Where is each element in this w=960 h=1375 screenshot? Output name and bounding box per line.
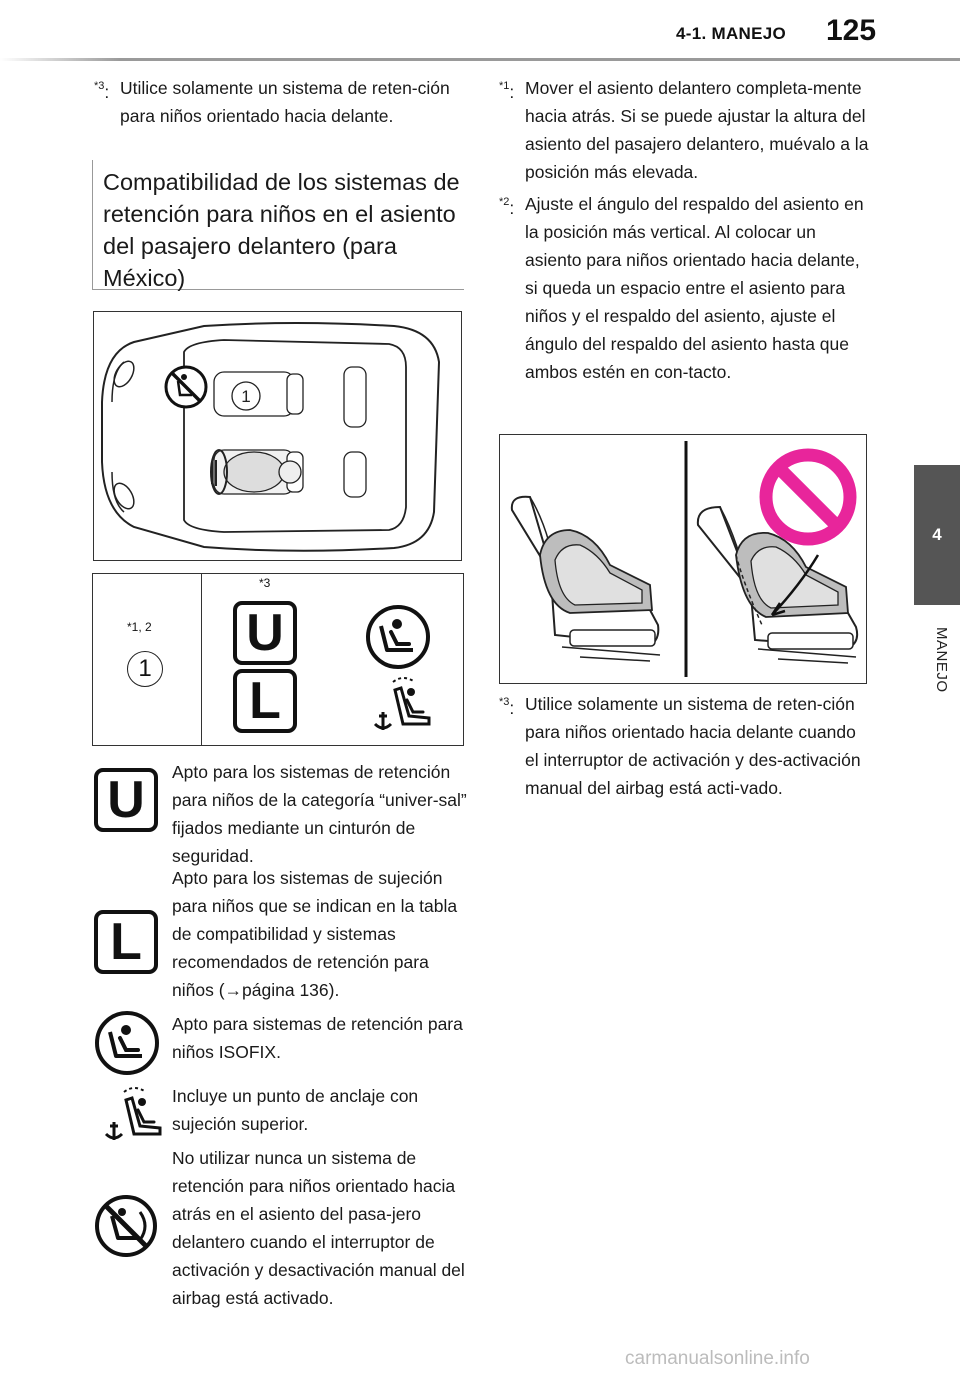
right-note-2-text: Ajuste el ángulo del respaldo del asiento en la posición más vertical. Al colocar un asiento para niños orientado hacia delante, si queda un espacio entre el asiento para niños y el respaldo del asiento, ajuste el ángulo del respaldo del asiento hasta que ambos estén en con-tacto. <box>525 194 864 382</box>
prohibition-icon <box>766 455 850 539</box>
seat-angle-figure <box>499 434 867 684</box>
table-u-icon: U <box>233 601 297 665</box>
legend-top-tether-text: Incluye un punto de anclaje con sujeción superior. <box>172 1086 419 1134</box>
legend-no-rear-facing <box>94 1144 464 1314</box>
legend-l-text: Apto para los sistemas de sujeción para niños que se indican en la tabla de compatibilidad y sistemas recomendados de retención para niños (→página 136). <box>172 868 458 1000</box>
table-top-tether-icon <box>363 672 435 734</box>
chapter-label: MANEJO <box>933 627 950 693</box>
right-note-3-text: Utilice solamente un sistema de reten-ción para niños orientado hacia delante cuando el interruptor de activación y des-activación manual del airbag está acti-vado. <box>525 694 861 798</box>
legend-isofix <box>94 1010 464 1080</box>
section-heading: Compatibilidad de los sistemas de retención para niños en el asiento del pasajero delantero (para México) <box>103 169 460 291</box>
page-number: 125 <box>826 14 877 47</box>
left-note-3-text: Utilice solamente un sistema de reten-ción para niños orientado hacia delante. <box>120 78 450 126</box>
right-note-2: $^{*2}$: Ajuste el ángulo del respaldo del asiento en la posición más vertical. Al colocar un asiento para niños orientado hacia delante, si queda un espacio entre el asiento para niños y el respaldo del asiento, ajuste el ángulo del respaldo del asiento hasta que ambos estén en con-tacto. <box>499 190 869 386</box>
no-rear-facing-icon-small <box>166 367 206 407</box>
seat-badge: 1 <box>241 387 251 406</box>
table-left-mark: *1, 2 <box>127 620 152 634</box>
table-divider <box>201 574 202 745</box>
chapter-number: 4 <box>932 525 942 544</box>
right-note-3: $^{*3}$: Utilice solamente un sistema de reten-ción para niños orientado hacia delante cuando el interruptor de activación y des-activación manual del airbag está acti-vado. <box>499 690 869 802</box>
top-tether-anchor-icon <box>94 1082 166 1144</box>
l-icon: L <box>94 910 158 974</box>
car-topview-figure <box>93 311 462 561</box>
compatibility-table <box>92 573 464 746</box>
right-note-1-text: Mover el asiento delantero completa-mente hacia atrás. Si se puede ajustar la altura del asiento del pasajero delantero, muévalo a la posición más elevada. <box>525 78 869 182</box>
section-title: 4-1. MANEJO <box>676 24 787 43</box>
chapter-tab[interactable] <box>914 465 960 605</box>
u-icon: U <box>94 768 158 832</box>
legend-no-rear-facing-text: No utilizar nunca un sistema de retención para niños orientado hacia atrás en el asiento del pasa-jero delantero cuando el interruptor de activación y desactivación manual del airbag está activado. <box>172 1148 465 1308</box>
table-left-seat-badge: 1 <box>127 651 163 687</box>
section-heading-box <box>92 160 464 290</box>
legend-top-tether <box>94 1082 464 1144</box>
watermark: carmanualsonline.info <box>625 1348 810 1369</box>
table-l-icon: L <box>233 669 297 733</box>
left-note-3: $^{*3}$: Utilice solamente un sistema de reten-ción para niños orientado hacia delante. <box>94 74 464 130</box>
header-rule <box>0 58 960 61</box>
legend-u <box>94 758 467 868</box>
legend-l <box>94 864 464 1004</box>
car-topview-illustration <box>94 312 463 562</box>
right-note-1: $^{*1}$: Mover el asiento delantero completa-mente hacia atrás. Si se puede ajustar la altura del asiento del pasajero delantero, muévalo a la posición más elevada. <box>499 74 869 186</box>
isofix-icon <box>94 1010 160 1076</box>
legend-u-text: Apto para los sistemas de retención para niños de la categoría “univer-sal” fijados mediante un cinturón de seguridad. <box>172 762 467 866</box>
legend-isofix-text: Apto para sistemas de retención para niños ISOFIX. <box>172 1014 463 1062</box>
seat-angle-illustration <box>500 435 868 685</box>
table-right-mark: *3 <box>259 576 271 590</box>
table-isofix-icon <box>365 604 431 670</box>
no-rear-facing-icon <box>94 1194 158 1258</box>
